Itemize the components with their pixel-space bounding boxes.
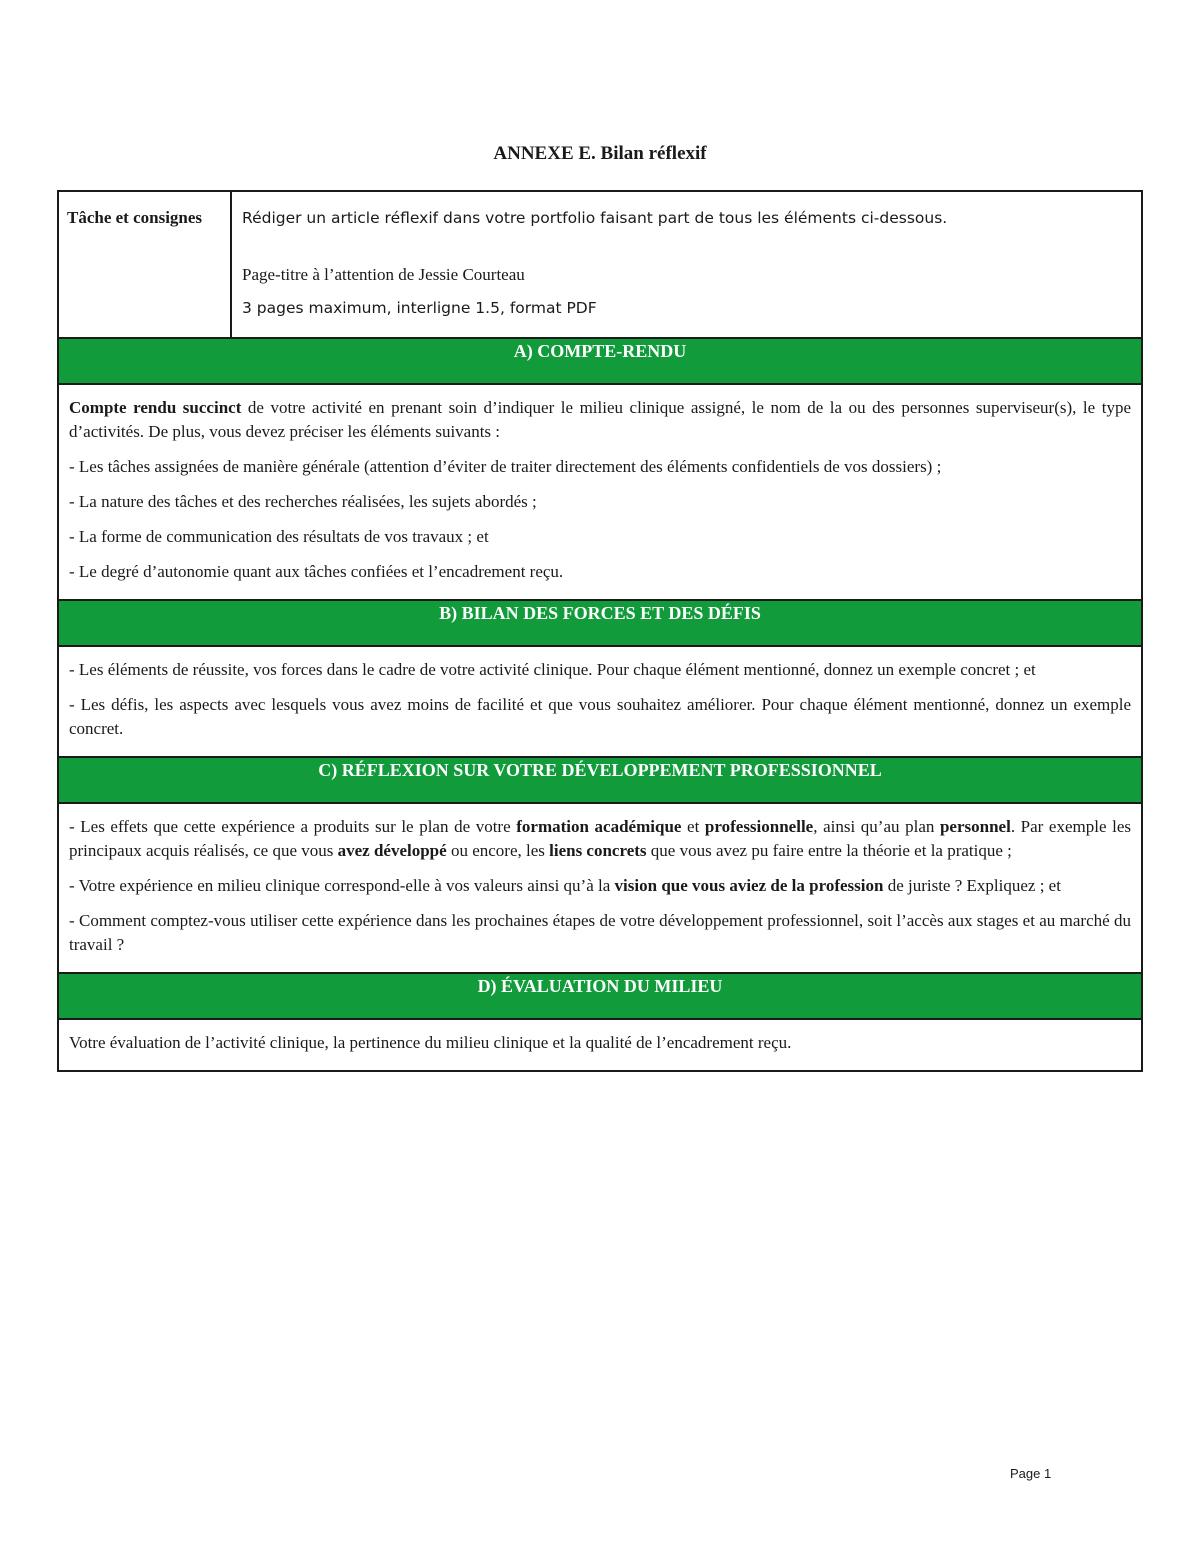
section-a-body: [58, 384, 1142, 600]
section-d-header: D) ÉVALUATION DU MILIEU: [58, 973, 1142, 1019]
section-b-header: B) BILAN DES FORCES ET DES DÉFIS: [58, 600, 1142, 646]
section-d-text: Votre évaluation de l’activité clinique, la pertinence du milieu clinique et la qualité de l’encadrement reçu.: [69, 1033, 792, 1052]
reflexive-report-table: [57, 190, 1143, 1072]
section-a-item: - Le degré d’autonomie quant aux tâches confiées et l’encadrement reçu.: [69, 562, 564, 581]
text-run: que vous avez pu faire entre la théorie et la pratique ;: [646, 841, 1012, 860]
text-run: et: [681, 817, 705, 836]
text-run: de juriste ? Expliquez ; et: [883, 876, 1061, 895]
task-row: [58, 191, 1142, 338]
bold-run: vision que vous aviez de la profession: [614, 876, 884, 895]
section-c-paragraph-2: [69, 874, 1131, 898]
section-d-body-row: [58, 1019, 1142, 1071]
section-a-intro-text: de votre activité en prenant soin d’indiquer le milieu clinique assigné, le nom de la ou des personnes superviseur(s), le type d’activités. De plus, vous devez préciser les éléments suivants :: [69, 398, 1131, 441]
section-d-header-row: [58, 973, 1142, 1019]
section-a-intro: [69, 396, 1131, 444]
bold-run: liens concrets: [549, 841, 647, 860]
task-label: Tâche et consignes: [58, 191, 231, 338]
section-c-header-row: [58, 757, 1142, 803]
section-b-header-row: [58, 600, 1142, 646]
task-page-title: Page-titre à l’attention de Jessie Courteau: [242, 265, 525, 284]
task-format: 3 pages maximum, interligne 1.5, format PDF: [242, 299, 597, 317]
document-title: ANNEXE E. Bilan réflexif: [493, 143, 707, 164]
section-c-paragraph-1: [69, 815, 1131, 863]
section-a-item: - La nature des tâches et des recherches réalisées, les sujets abordés ;: [69, 492, 537, 511]
section-a-item: - Les tâches assignées de manière générale (attention d’éviter de traiter directement des éléments confidentiels de vos dossiers) ;: [69, 457, 942, 476]
section-a-intro-bold: Compte rendu succinct: [69, 398, 242, 417]
bold-run: formation académique: [516, 817, 682, 836]
bold-run: personnel: [939, 817, 1011, 836]
task-instruction: Rédiger un article réflexif dans votre portfolio faisant part de tous les éléments ci-dessous.: [242, 209, 948, 227]
text-run: , ainsi qu’au plan: [813, 817, 940, 836]
section-a-body-row: [58, 384, 1142, 600]
section-b-body: [58, 646, 1142, 757]
section-b-body-row: [58, 646, 1142, 757]
section-a-header: A) COMPTE-RENDU: [58, 338, 1142, 384]
section-c-paragraph-3: - Comment comptez-vous utiliser cette expérience dans les prochaines étapes de votre développement professionnel, soit l’accès aux stages et au marché du travail ?: [69, 911, 1131, 954]
section-b-item: - Les défis, les aspects avec lesquels vous avez moins de facilité et que vous souhaitez améliorer. Pour chaque élément mentionné, donnez un exemple concret.: [69, 695, 1131, 738]
text-run: . Par exemple les principaux acquis réalisés, ce que vous: [69, 817, 1131, 860]
section-a-header-row: [58, 338, 1142, 384]
text-run: - Les effets que cette expérience a produits sur le plan de votre: [69, 817, 517, 836]
page-number: Page 1: [1010, 1466, 1052, 1481]
task-content: [231, 191, 1142, 338]
section-c-body-row: [58, 803, 1142, 973]
text-run: - Votre expérience en milieu clinique correspond-elle à vos valeurs ainsi qu’à la: [69, 876, 615, 895]
section-d-body: [58, 1019, 1142, 1071]
text-run: ou encore, les: [446, 841, 550, 860]
section-a-item: - La forme de communication des résultats de vos travaux ; et: [69, 527, 489, 546]
section-c-body: [58, 803, 1142, 973]
section-c-header: C) RÉFLEXION SUR VOTRE DÉVELOPPEMENT PROFESSIONNEL: [58, 757, 1142, 803]
bold-run: professionnelle: [704, 817, 814, 836]
bold-run: avez développé: [337, 841, 447, 860]
section-b-item: - Les éléments de réussite, vos forces dans le cadre de votre activité clinique. Pour chaque élément mentionné, donnez un exemple concret ; et: [69, 660, 1036, 679]
